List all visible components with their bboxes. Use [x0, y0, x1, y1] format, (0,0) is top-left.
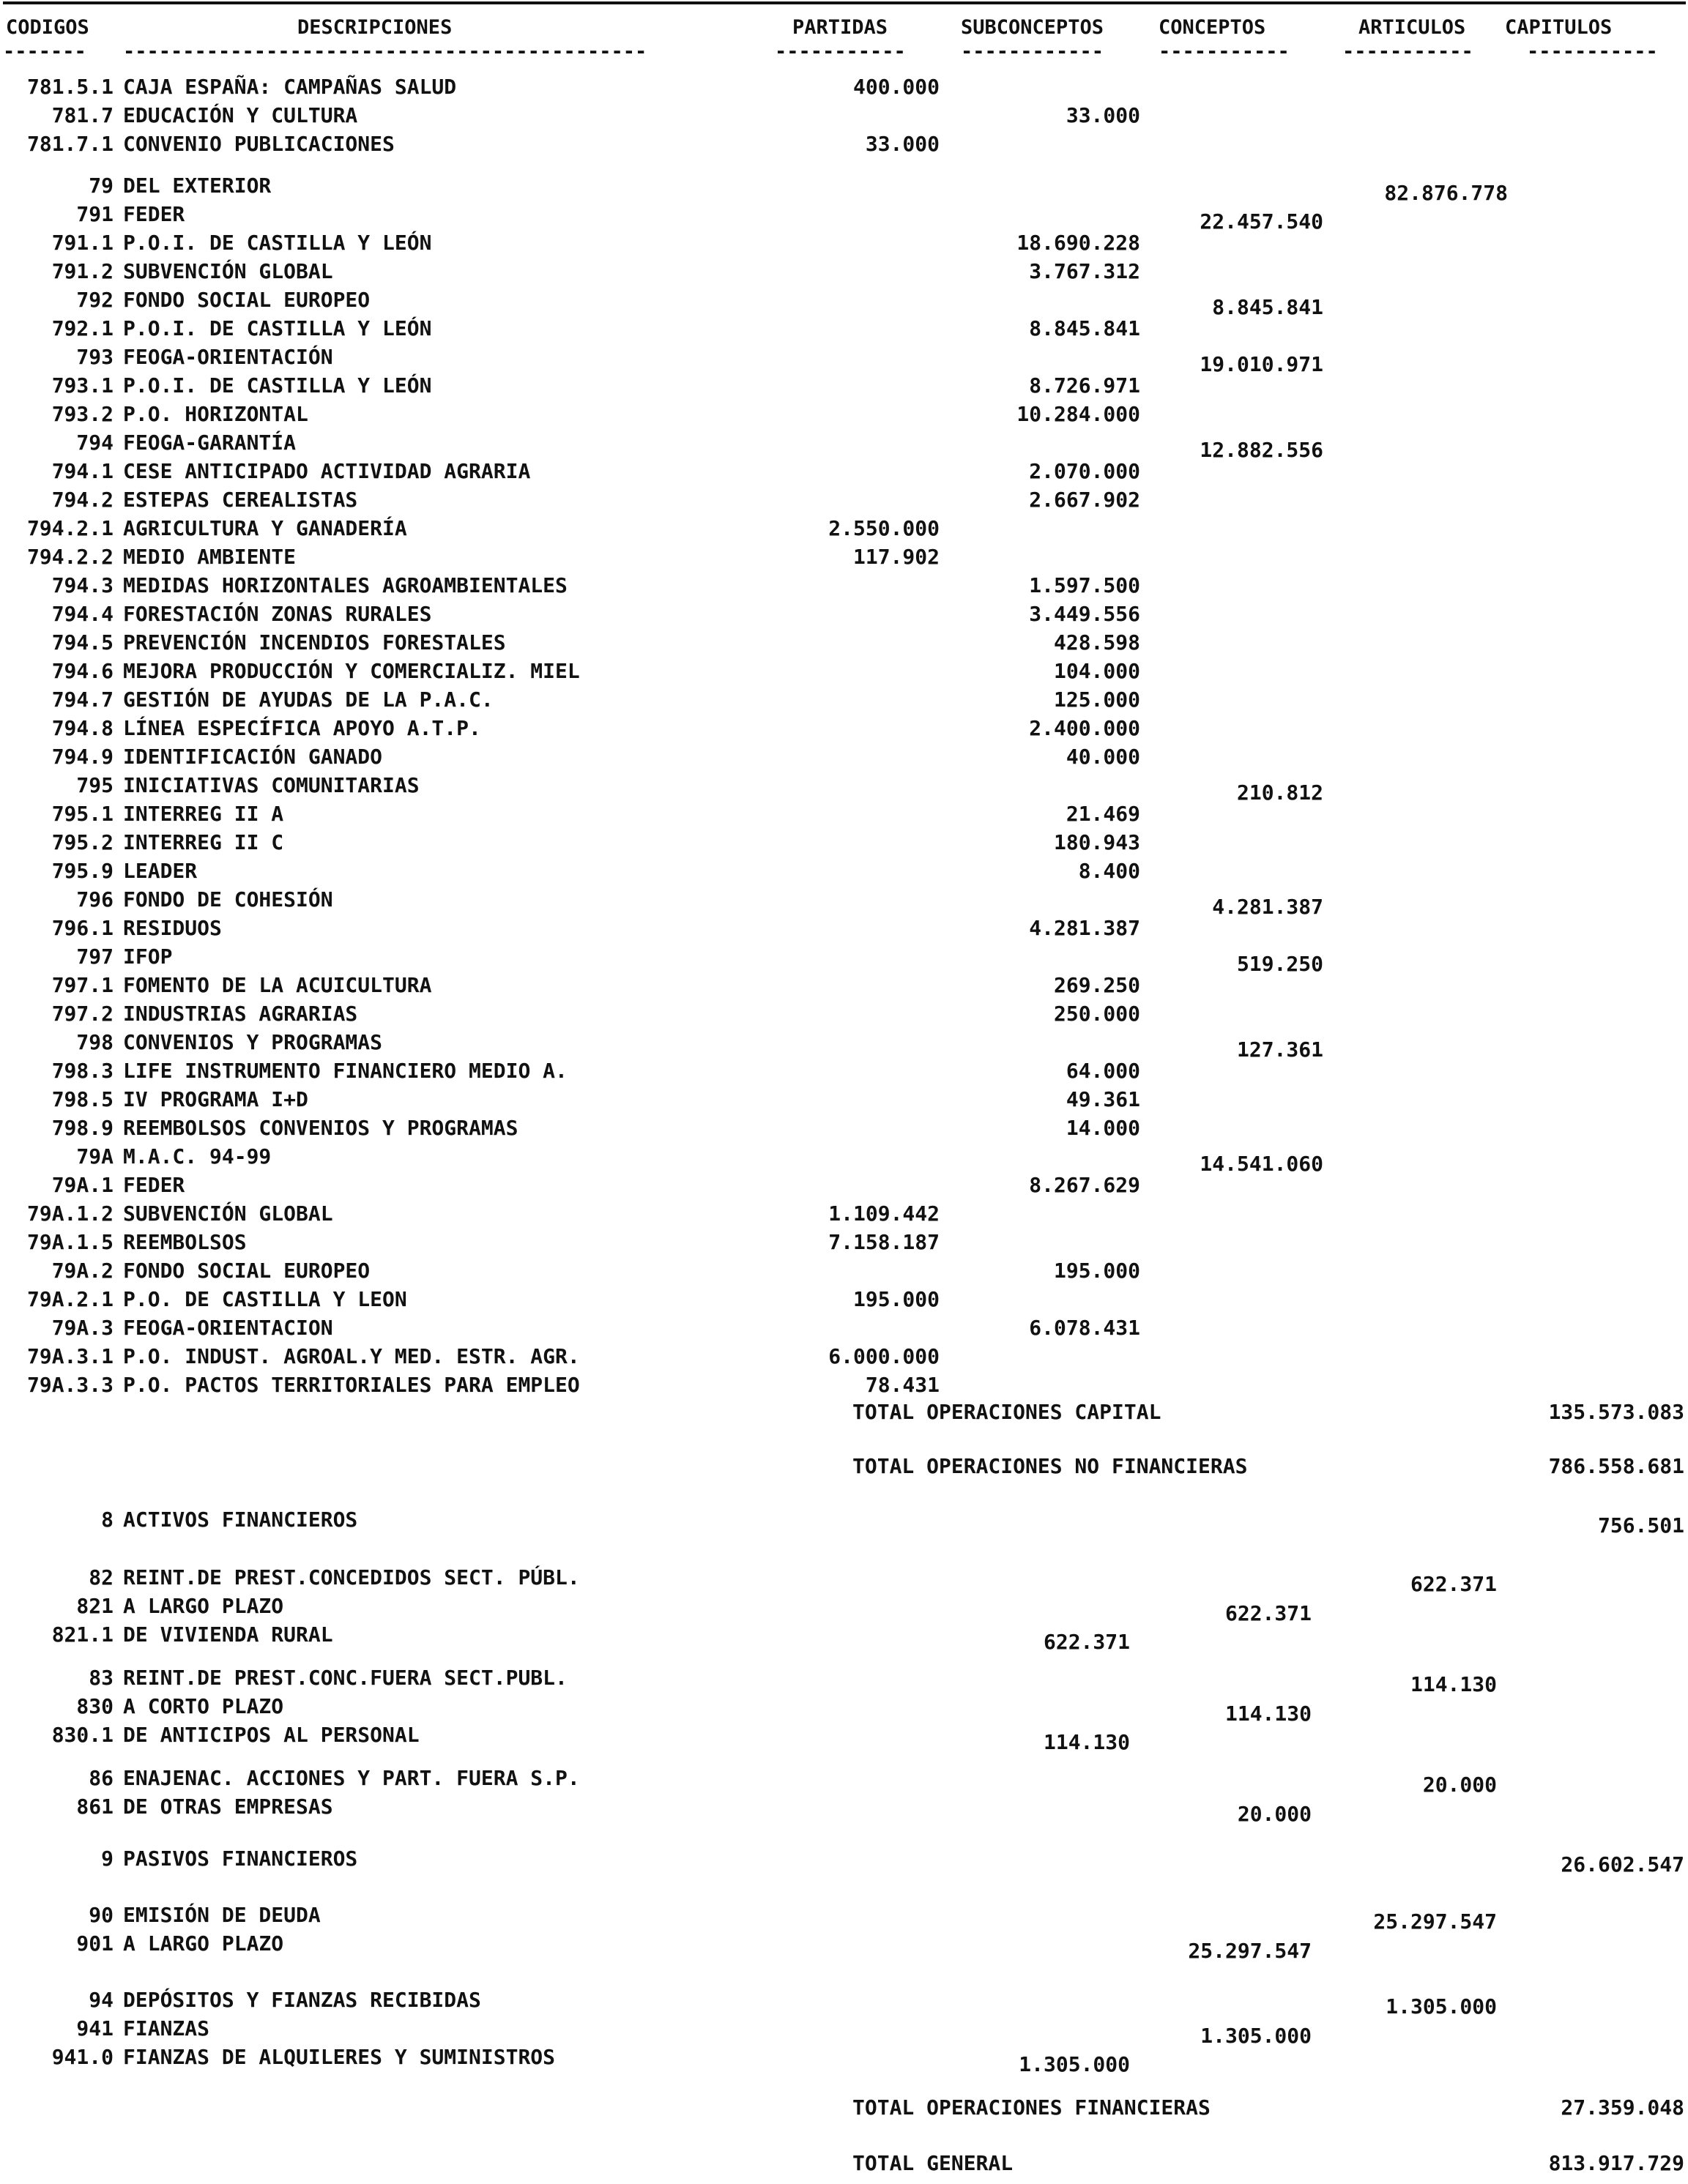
row-code: 79A	[76, 1144, 114, 1169]
row-code: 798	[76, 1030, 114, 1054]
row-code: 794.8	[51, 716, 114, 740]
row-description: DEL EXTERIOR	[123, 174, 272, 198]
table-row	[0, 1901, 1688, 1934]
row-description: INTERREG II A	[123, 802, 284, 826]
row-subconceptos-value: 3.449.556	[1029, 602, 1140, 626]
row-description: REEMBOLSOS CONVENIOS Y PROGRAMAS	[123, 1116, 518, 1140]
row-subconceptos-value: 125.000	[1053, 687, 1140, 712]
row-conceptos-value: 1.305.000	[1200, 2024, 1312, 2048]
table-row	[0, 1930, 1688, 1963]
row-code: 794.5	[51, 630, 114, 655]
total-row-financieras	[0, 2094, 1688, 2122]
row-code: 793.2	[51, 402, 114, 426]
table-row	[0, 2043, 1688, 2076]
row-code: 791	[76, 202, 114, 226]
row-conceptos-value: 4.281.387	[1212, 895, 1323, 919]
table-row	[0, 315, 1688, 343]
row-code: 79A.3	[51, 1316, 114, 1340]
row-code: 79A.2.1	[26, 1287, 114, 1311]
table-row	[0, 829, 1688, 857]
table-row	[0, 1114, 1688, 1142]
row-description: AGRICULTURA Y GANADERÍA	[123, 516, 407, 540]
row-code: 796.1	[51, 916, 114, 940]
row-description: ACTIVOS FINANCIEROS	[123, 1507, 358, 1532]
total-row-no-financieras	[0, 1453, 1688, 1480]
row-code: 941.0	[51, 2045, 114, 2069]
row-conceptos-value: 20.000	[1237, 1802, 1312, 1826]
dash-articulos: -----------	[1342, 42, 1473, 62]
row-code: 798.3	[51, 1059, 114, 1083]
row-partidas-value: 622.371	[1043, 1630, 1130, 1654]
table-row	[0, 229, 1688, 257]
row-code: 796	[76, 887, 114, 912]
row-code: 794.6	[51, 659, 114, 683]
table-row	[0, 1200, 1688, 1228]
table-row	[0, 486, 1688, 514]
top-rule	[3, 1, 1686, 4]
row-subconceptos-value: 6.078.431	[1029, 1316, 1140, 1340]
row-partidas-value: 117.902	[852, 545, 940, 569]
row-code: 781.5.1	[26, 75, 114, 99]
row-conceptos-value: 622.371	[1224, 1601, 1312, 1625]
row-description: MEDIO AMBIENTE	[123, 545, 297, 569]
table-row	[0, 515, 1688, 543]
table-row	[0, 1000, 1688, 1028]
row-description: P.O. INDUST. AGROAL.Y MED. ESTR. AGR.	[123, 1344, 580, 1368]
row-conceptos-value: 114.130	[1224, 1702, 1312, 1726]
row-description: SUBVENCIÓN GLOBAL	[123, 259, 333, 283]
row-subconceptos-value: 104.000	[1053, 659, 1140, 683]
total-label: TOTAL OPERACIONES CAPITAL	[852, 1400, 1161, 1424]
row-articulos-value: 82.876.778	[1384, 181, 1508, 205]
total-value: 27.359.048	[1561, 2095, 1684, 2120]
row-code: 79A.3.3	[26, 1373, 114, 1397]
table-row	[0, 972, 1688, 999]
row-subconceptos-value: 40.000	[1066, 745, 1140, 769]
row-code: 79A.1.2	[26, 1201, 114, 1226]
table-row	[0, 657, 1688, 685]
table-row	[0, 1721, 1688, 1754]
table-row	[0, 1057, 1688, 1085]
row-code: 791.2	[51, 259, 114, 283]
row-code: 83	[89, 1666, 114, 1690]
row-description: CONVENIO PUBLICACIONES	[123, 132, 395, 156]
row-code: 794.2	[51, 488, 114, 512]
header-capitulos: CAPITULOS	[1505, 16, 1613, 39]
row-code: 79A.1	[51, 1173, 114, 1197]
row-description: P.O. DE CASTILLA Y LEON	[123, 1287, 407, 1311]
table-row	[0, 1086, 1688, 1114]
row-code: 792.1	[51, 316, 114, 340]
row-code: 830.1	[51, 1723, 114, 1747]
row-description: REINT.DE PREST.CONCEDIDOS SECT. PÚBL.	[123, 1565, 580, 1589]
row-partidas-value: 78.431	[865, 1373, 940, 1397]
table-row	[0, 73, 1688, 101]
row-partidas-value: 7.158.187	[828, 1230, 940, 1254]
row-description: REINT.DE PREST.CONC.FUERA SECT.PUBL.	[123, 1666, 568, 1690]
row-conceptos-value: 127.361	[1236, 1037, 1323, 1062]
row-description: P.O.I. DE CASTILLA Y LEÓN	[123, 373, 432, 398]
row-description: LEADER	[123, 859, 198, 883]
row-code: 79A.2	[51, 1259, 114, 1283]
table-row	[0, 429, 1688, 462]
row-code: 94	[89, 1988, 114, 2012]
table-row	[0, 686, 1688, 714]
table-row	[0, 772, 1688, 805]
row-description: IFOP	[123, 944, 173, 969]
table-row	[0, 1564, 1688, 1596]
row-code: 781.7	[51, 103, 114, 127]
table-row	[0, 1229, 1688, 1256]
row-code: 794	[76, 431, 114, 455]
row-code: 791.1	[51, 231, 114, 255]
row-code: 798.9	[51, 1116, 114, 1140]
row-code: 82	[89, 1565, 114, 1589]
row-code: 79A.3.1	[26, 1344, 114, 1368]
row-description: CESE ANTICIPADO ACTIVIDAD AGRARIA	[123, 459, 531, 483]
table-row	[0, 886, 1688, 919]
row-subconceptos-value: 1.597.500	[1029, 573, 1140, 597]
table-row	[0, 286, 1688, 319]
row-subconceptos-value: 2.070.000	[1029, 459, 1140, 483]
row-code: 86	[89, 1766, 114, 1790]
row-articulos-value: 1.305.000	[1386, 1994, 1497, 2019]
table-row	[0, 1693, 1688, 1726]
row-description: A CORTO PLAZO	[123, 1694, 284, 1718]
row-conceptos-value: 210.812	[1236, 780, 1323, 805]
row-subconceptos-value: 428.598	[1053, 630, 1140, 655]
row-partidas-value: 2.550.000	[828, 516, 940, 540]
row-description: EDUCACIÓN Y CULTURA	[123, 103, 358, 127]
total-value: 786.558.681	[1548, 1454, 1684, 1478]
row-code: 901	[76, 1931, 114, 1956]
dash-descripciones: --------------------------------------------	[123, 42, 647, 62]
header-articulos: ARTICULOS	[1358, 16, 1466, 39]
row-description: INICIATIVAS COMUNITARIAS	[123, 773, 420, 797]
row-subconceptos-value: 269.250	[1053, 973, 1140, 997]
table-row	[0, 1845, 1688, 1876]
table-row	[0, 1343, 1688, 1371]
row-subconceptos-value: 3.767.312	[1029, 259, 1140, 283]
row-code: 793	[76, 345, 114, 369]
row-subconceptos-value: 10.284.000	[1016, 402, 1140, 426]
row-code: 795.1	[51, 802, 114, 826]
table-row	[0, 1506, 1688, 1538]
row-partidas-value: 1.305.000	[1019, 2052, 1130, 2076]
table-row	[0, 943, 1688, 976]
row-description: MEJORA PRODUCCIÓN Y COMERCIALIZ. MIEL	[123, 659, 580, 683]
dash-subconceptos: ------------	[961, 42, 1104, 62]
table-row	[0, 1029, 1688, 1062]
row-description: PREVENCIÓN INCENDIOS FORESTALES	[123, 630, 506, 655]
table-row	[0, 1371, 1688, 1399]
table-row	[0, 1257, 1688, 1285]
row-subconceptos-value: 33.000	[1066, 103, 1140, 127]
table-row	[0, 1793, 1688, 1826]
row-description: CONVENIOS Y PROGRAMAS	[123, 1030, 383, 1054]
dash-capitulos: -----------	[1527, 42, 1658, 62]
row-partidas-value: 195.000	[852, 1287, 940, 1311]
row-subconceptos-value: 8.267.629	[1029, 1173, 1140, 1197]
row-subconceptos-value: 8.726.971	[1029, 373, 1140, 398]
row-description: RESIDUOS	[123, 916, 222, 940]
header-codigos: CODIGOS	[6, 16, 89, 39]
row-subconceptos-value: 180.943	[1053, 830, 1140, 854]
row-articulos-value: 114.130	[1410, 1672, 1497, 1696]
row-description: A LARGO PLAZO	[123, 1931, 284, 1956]
row-conceptos-value: 8.845.841	[1212, 295, 1323, 319]
row-description: FONDO SOCIAL EUROPEO	[123, 288, 371, 312]
table-row	[0, 914, 1688, 942]
row-articulos-value: 25.297.547	[1373, 1909, 1497, 1934]
row-description: FONDO DE COHESIÓN	[123, 887, 333, 912]
row-articulos-value: 622.371	[1410, 1572, 1497, 1596]
total-value: 813.917.729	[1548, 2151, 1684, 2175]
row-conceptos-value: 12.882.556	[1200, 438, 1323, 462]
row-articulos-value: 20.000	[1422, 1773, 1497, 1797]
row-description: DE OTRAS EMPRESAS	[123, 1794, 333, 1819]
row-description: FEDER	[123, 1173, 185, 1197]
row-description: INTERREG II C	[123, 830, 284, 854]
row-code: 821	[76, 1594, 114, 1618]
row-description: DE VIVIENDA RURAL	[123, 1622, 333, 1647]
total-label: TOTAL OPERACIONES NO FINANCIERAS	[852, 1454, 1248, 1478]
table-row	[0, 130, 1688, 158]
table-row	[0, 1664, 1688, 1696]
header-conceptos: CONCEPTOS	[1159, 16, 1266, 39]
table-row	[0, 102, 1688, 130]
row-code: 794.4	[51, 602, 114, 626]
row-conceptos-value: 25.297.547	[1188, 1939, 1312, 1963]
row-subconceptos-value: 2.667.902	[1029, 488, 1140, 512]
row-code: 797.2	[51, 1002, 114, 1026]
table-row	[0, 1286, 1688, 1313]
row-code: 794.3	[51, 573, 114, 597]
row-subconceptos-value: 2.400.000	[1029, 716, 1140, 740]
row-code: 792	[76, 288, 114, 312]
table-row	[0, 629, 1688, 657]
dash-codigos: -------	[3, 42, 86, 62]
total-row-capital	[0, 1398, 1688, 1426]
table-row	[0, 1621, 1688, 1654]
row-description: A LARGO PLAZO	[123, 1594, 284, 1618]
table-row	[0, 400, 1688, 428]
row-description: FEOGA-GARANTÍA	[123, 431, 297, 455]
table-row	[0, 1314, 1688, 1342]
row-capitulos-value: 756.501	[1597, 1513, 1684, 1538]
table-row	[0, 458, 1688, 485]
table-row	[0, 715, 1688, 742]
table-row	[0, 372, 1688, 400]
header-descripciones: DESCRIPCIONES	[297, 16, 453, 39]
row-capitulos-value: 26.602.547	[1561, 1852, 1684, 1876]
table-row	[0, 1986, 1688, 2019]
row-description: ESTEPAS CEREALISTAS	[123, 488, 358, 512]
row-partidas-value: 400.000	[852, 75, 940, 99]
row-description: M.A.C. 94-99	[123, 1144, 272, 1169]
row-code: 794.9	[51, 745, 114, 769]
row-code: 861	[76, 1794, 114, 1819]
table-row	[0, 343, 1688, 376]
table-row	[0, 857, 1688, 885]
row-code: 79	[89, 174, 114, 198]
row-description: P.O. HORIZONTAL	[123, 402, 308, 426]
row-description: SUBVENCIÓN GLOBAL	[123, 1201, 333, 1226]
header-subconceptos: SUBCONCEPTOS	[961, 16, 1104, 39]
row-description: LÍNEA ESPECÍFICA APOYO A.T.P.	[123, 716, 481, 740]
header-partidas: PARTIDAS	[792, 16, 888, 39]
row-code: 90	[89, 1903, 114, 1927]
row-description: FORESTACIÓN ZONAS RURALES	[123, 602, 432, 626]
row-description: FOMENTO DE LA ACUICULTURA	[123, 973, 432, 997]
row-conceptos-value: 22.457.540	[1200, 209, 1323, 234]
row-subconceptos-value: 195.000	[1053, 1259, 1140, 1283]
row-subconceptos-value: 21.469	[1066, 802, 1140, 826]
row-code: 795	[76, 773, 114, 797]
row-code: 781.7.1	[26, 132, 114, 156]
row-subconceptos-value: 14.000	[1066, 1116, 1140, 1140]
row-description: IDENTIFICACIÓN GANADO	[123, 745, 383, 769]
row-conceptos-value: 519.250	[1236, 952, 1323, 976]
row-subconceptos-value: 250.000	[1053, 1002, 1140, 1026]
table-row	[0, 2015, 1688, 2048]
row-conceptos-value: 14.541.060	[1200, 1152, 1323, 1176]
row-description: FONDO SOCIAL EUROPEO	[123, 1259, 371, 1283]
row-description: GESTIÓN DE AYUDAS DE LA P.A.C.	[123, 687, 494, 712]
total-row-general	[0, 2150, 1688, 2177]
row-partidas-value: 33.000	[865, 132, 940, 156]
total-label: TOTAL GENERAL	[852, 2151, 1014, 2175]
row-description: REEMBOLSOS	[123, 1230, 247, 1254]
row-code: 941	[76, 2016, 114, 2040]
row-subconceptos-value: 8.845.841	[1029, 316, 1140, 340]
row-subconceptos-value: 18.690.228	[1016, 231, 1140, 255]
row-code: 79A.1.5	[26, 1230, 114, 1254]
row-description: INDUSTRIAS AGRARIAS	[123, 1002, 358, 1026]
table-row	[0, 572, 1688, 600]
row-description: IV PROGRAMA I+D	[123, 1087, 308, 1111]
row-description: LIFE INSTRUMENTO FINANCIERO MEDIO A.	[123, 1059, 568, 1083]
total-value: 135.573.083	[1548, 1400, 1684, 1424]
row-code: 795.9	[51, 859, 114, 883]
row-description: ENAJENAC. ACCIONES Y PART. FUERA S.P.	[123, 1766, 580, 1790]
table-row	[0, 172, 1688, 205]
row-description: FIANZAS	[123, 2016, 210, 2040]
row-code: 8	[101, 1507, 114, 1532]
row-code: 794.1	[51, 459, 114, 483]
row-partidas-value: 114.130	[1043, 1730, 1130, 1754]
table-row	[0, 600, 1688, 628]
row-code: 830	[76, 1694, 114, 1718]
row-description: P.O. PACTOS TERRITORIALES PARA EMPLEO	[123, 1373, 580, 1397]
row-subconceptos-value: 8.400	[1078, 859, 1140, 883]
row-description: DEPÓSITOS Y FIANZAS RECIBIDAS	[123, 1988, 481, 2012]
row-subconceptos-value: 49.361	[1066, 1087, 1140, 1111]
row-code: 9	[101, 1846, 114, 1871]
row-conceptos-value: 19.010.971	[1200, 352, 1323, 376]
table-row	[0, 1592, 1688, 1625]
row-partidas-value: 6.000.000	[828, 1344, 940, 1368]
row-description: FEOGA-ORIENTACIÓN	[123, 345, 333, 369]
row-code: 797	[76, 944, 114, 969]
table-row	[0, 258, 1688, 286]
dash-conceptos: -----------	[1159, 42, 1290, 62]
row-description: FEOGA-ORIENTACION	[123, 1316, 333, 1340]
table-row	[0, 543, 1688, 571]
row-description: P.O.I. DE CASTILLA Y LEÓN	[123, 316, 432, 340]
row-partidas-value: 1.109.442	[828, 1201, 940, 1226]
table-row	[0, 800, 1688, 828]
table-row	[0, 1143, 1688, 1176]
row-description: DE ANTICIPOS AL PERSONAL	[123, 1723, 420, 1747]
row-code: 794.7	[51, 687, 114, 712]
total-label: TOTAL OPERACIONES FINANCIERAS	[852, 2095, 1211, 2120]
row-subconceptos-value: 4.281.387	[1029, 916, 1140, 940]
row-description: MEDIDAS HORIZONTALES AGROAMBIENTALES	[123, 573, 568, 597]
row-subconceptos-value: 64.000	[1066, 1059, 1140, 1083]
row-code: 794.2.1	[26, 516, 114, 540]
dash-partidas: -----------	[775, 42, 906, 62]
table-row	[0, 201, 1688, 234]
row-description: P.O.I. DE CASTILLA Y LEÓN	[123, 231, 432, 255]
row-code: 795.2	[51, 830, 114, 854]
row-description: CAJA ESPAÑA: CAMPAÑAS SALUD	[123, 75, 457, 99]
row-description: EMISIÓN DE DEUDA	[123, 1903, 321, 1927]
table-row	[0, 743, 1688, 771]
row-description: FEDER	[123, 202, 185, 226]
row-code: 793.1	[51, 373, 114, 398]
row-code: 821.1	[51, 1622, 114, 1647]
table-row	[0, 1171, 1688, 1199]
row-code: 794.2.2	[26, 545, 114, 569]
table-row	[0, 1764, 1688, 1797]
row-code: 798.5	[51, 1087, 114, 1111]
row-code: 797.1	[51, 973, 114, 997]
row-description: PASIVOS FINANCIEROS	[123, 1846, 358, 1871]
row-description: FIANZAS DE ALQUILERES Y SUMINISTROS	[123, 2045, 556, 2069]
